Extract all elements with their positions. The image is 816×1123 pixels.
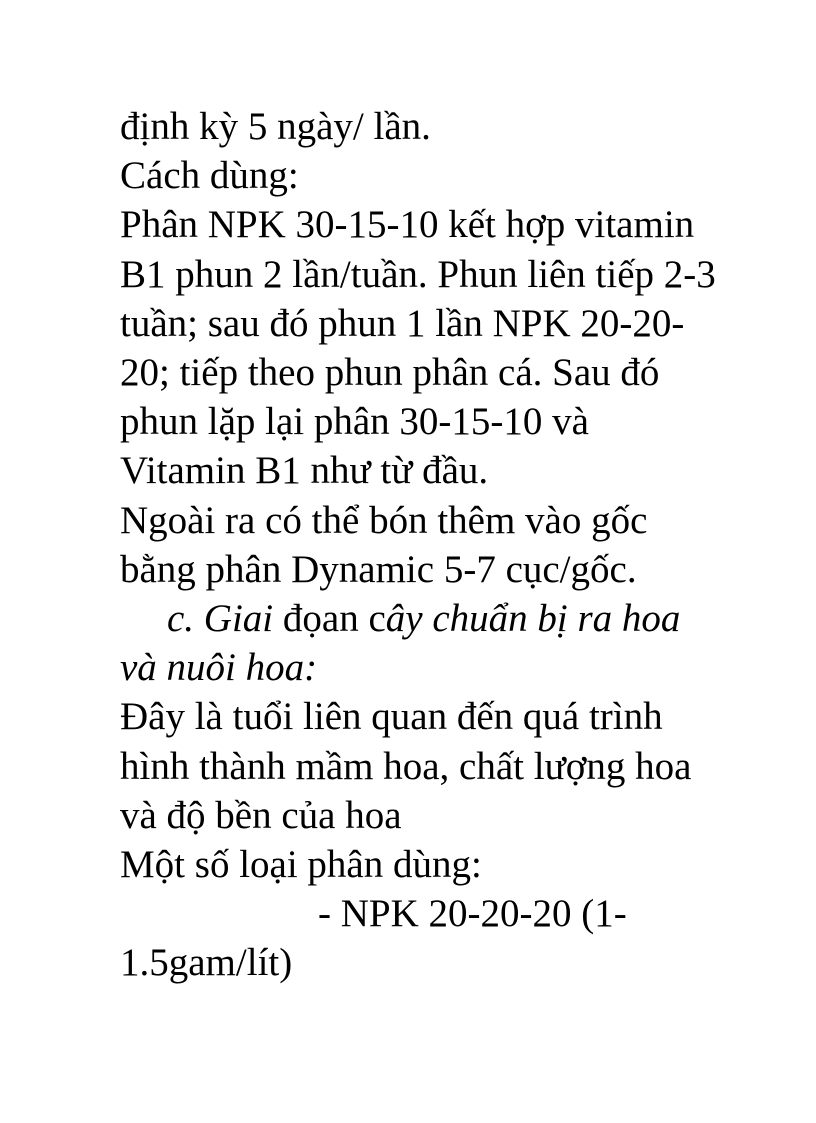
- list-item: - NPK 20-20-20 (1-: [318, 892, 627, 936]
- section-heading-part: c. Giai: [167, 597, 274, 641]
- text-line: Đây là tuổi liên quan đến quá trình: [120, 695, 663, 739]
- document-page: [120, 102, 760, 988]
- section-heading-part: đọan c: [273, 597, 386, 641]
- text-line: Vitamin B1 như từ đầu.: [120, 449, 489, 493]
- text-line: phun lặp lại phân 30-15-10 và: [120, 400, 589, 444]
- text-line: định kỳ 5 ngày/ lần.: [120, 105, 431, 148]
- text-line: Một số loại phân dùng:: [120, 843, 482, 887]
- section-heading-c-continued: và nuôi hoa:: [120, 646, 318, 690]
- text-line: Phân NPK 30-15-10 kết hợp vitamin: [120, 203, 695, 247]
- text-line: B1 phun 2 lần/tuần. Phun liên tiếp 2-3: [120, 252, 716, 296]
- text-line: và độ bền của hoa: [120, 793, 402, 837]
- heading-usage: Cách dùng:: [120, 154, 299, 198]
- list-item-continued: 1.5gam/lít): [120, 941, 293, 985]
- text-line: bằng phân Dynamic 5-7 cục/gốc.: [120, 547, 637, 591]
- section-heading-c: [120, 594, 760, 643]
- text-line: Ngoài ra có thể bón thêm vào gốc: [120, 498, 648, 542]
- section-heading-part: ây chuẩn bị ra hoa: [385, 597, 681, 641]
- text-line: 20; tiếp theo phun phân cá. Sau đó: [120, 351, 660, 395]
- text-line: hình thành mầm hoa, chất lượng hoa: [120, 744, 692, 788]
- text-line: tuần; sau đó phun 1 lần NPK 20-20-: [120, 301, 685, 345]
